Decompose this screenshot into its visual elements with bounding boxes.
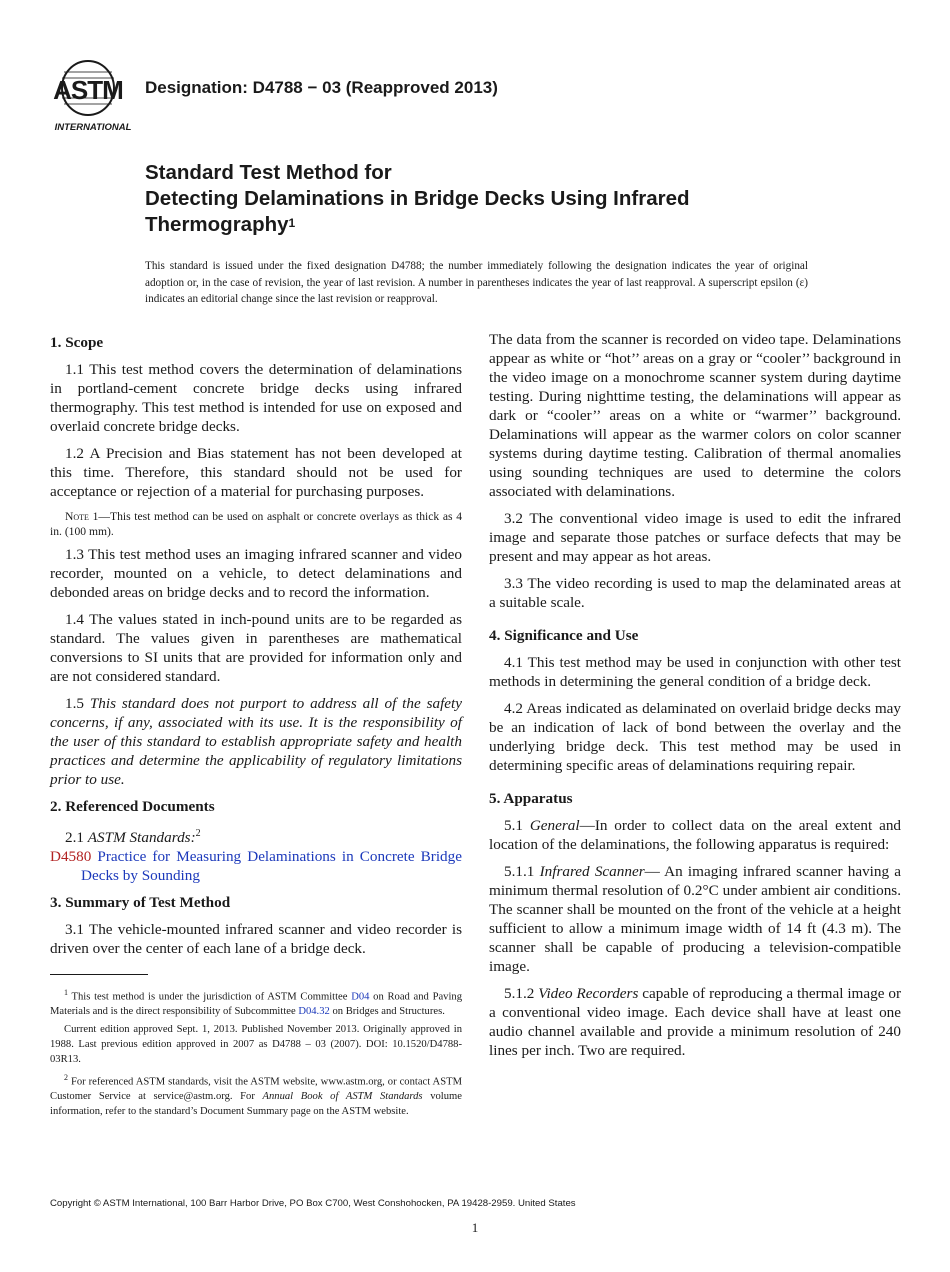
document-title — [145, 160, 845, 238]
paragraph-5-1-1: 5.1.1 Infrared Scanner— An imaging infrared scanner having a minimum thermal resolution of 0.2°C under ambient air conditions. The scanner shall be mounted on the front of the vehicle at a height sufficient to allow a minimum image width of 14 ft (4.3 m). The scanner shall be capable of producing a television-compatible image. — [489, 863, 902, 975]
page-number: 1 — [471, 1220, 479, 1235]
footnotes — [50, 986, 462, 1122]
reference-code[interactable]: D4580 — [50, 848, 92, 866]
svg-text:INTERNATIONAL: INTERNATIONAL — [54, 122, 132, 133]
paragraph-5-1: 5.1 General—In order to collect data on the areal extent and location of the delaminations, the following apparatus is required: — [489, 817, 902, 853]
copyright-notice: Copyright © ASTM International, 100 Barr Harbor Drive, PO Box C700, West Conshohocken, PA 19428-2959. United States — [50, 1198, 576, 1209]
section-heading-significance: 4. Significance and Use — [489, 627, 639, 644]
title-footnote-mark: 1 — [288, 216, 296, 230]
astm-logo — [50, 58, 136, 134]
paragraph-5-1-2: 5.1.2 Video Recorders capable of reproducing a thermal image or a conventional video image. Each device shall have at least one audio channel available and provide a minimum resolution of 240 lines per inch. Two are required. — [489, 985, 902, 1059]
title-line-2: Detecting Delaminations in Bridge Decks Using Infrared — [145, 187, 690, 210]
paragraph-4-2: 4.2 Areas indicated as delaminated on overlaid bridge decks may be an indication of lack of bond between the overlay and the underlying bridge deck. This test method may be used in determining specific areas of delaminations requiring repair. — [489, 700, 901, 774]
section-heading-scope: 1. Scope — [50, 334, 104, 351]
note-1: Note 1—This test method can be used on asphalt or concrete overlays as thick as 4 in. (100 mm). — [50, 510, 462, 538]
paragraph-1-2: 1.2 A Precision and Bias statement has not been developed at this time. Therefore, this standard should not be used for acceptance or rejection of a material for purchasing purposes. — [50, 445, 462, 500]
footnote-2: $^2$ For referenced ASTM standards, visit the ASTM website, www.astm.org, or contact ASTM Customer Service at service@astm.org. For Annual Book of ASTM Standards volume information, refer to the standard’s Document Summary page on the ASTM website. — [50, 1072, 462, 1117]
section-heading-summary: 3. Summary of Test Method — [50, 894, 231, 912]
title-line-1: Standard Test Method for — [145, 161, 392, 184]
committee-link[interactable]: D04 — [351, 991, 370, 1003]
paragraph-3-3: 3.3 The video recording is used to map the delaminated areas at a suitable scale. — [489, 575, 901, 611]
paragraph-3-1: 3.1 The vehicle-mounted infrared scanner and video recorder is driven over the center of each lane of a bridge deck. — [50, 921, 462, 958]
subcommittee-link[interactable]: D04.32 — [298, 1006, 330, 1018]
title-line-3: Thermography$^1$ — [145, 213, 296, 236]
svg-text:ASTM: ASTM — [53, 75, 123, 105]
reference-link-d4580[interactable] — [50, 847, 462, 885]
section-heading-referenced-documents: 2. Referenced Documents — [50, 798, 215, 815]
footnote-edition: Current edition approved Sept. 1, 2013. Published November 2013. Originally approved in 1988. Last previous edition approved in 2007 as D4788 – 03 (2007). DOI: 10.1520/D4788-03R13. — [50, 1024, 462, 1065]
paragraph-1-1: 1.1 This test method covers the determination of delaminations in portland-cement concrete bridge decks using infrared thermography. This test method is intended for use on exposed and overlaid concrete bridge decks. — [50, 361, 462, 435]
footnote-divider — [50, 974, 148, 975]
footnote-1: $^1$ This test method is under the jurisdiction of ASTM Committee D04 on Road and Paving Materials and is the direct responsibility of Subcommittee D04.32 on Bridges and Structures. — [50, 988, 462, 1018]
issue-note: This standard is issued under the fixed designation D4788; the number immediately following the designation indicates the year of original adoption or, in the case of revision, the year of last revision. A number in parentheses indicates the year of last reapproval. A superscript epsilon (ε) indicates an editorial change since the last revision or reapproval. — [145, 260, 808, 305]
right-column — [489, 330, 901, 1068]
section-heading-apparatus: 5. Apparatus — [489, 790, 573, 807]
paragraph-1-4: 1.4 The values stated in inch-pound units are to be regarded as standard. The values given in parentheses are mathematical conversions to SI units that are provided for information only and are not considered standard. — [50, 611, 462, 685]
paragraph-4-1: 4.1 This test method may be used in conjunction with other test methods in determining the general condition of a bridge deck. — [489, 654, 901, 690]
paragraph-2-1: 2.1 ASTM Standards:$^2$ — [65, 828, 201, 847]
paragraph-1-3: 1.3 This test method uses an imaging infrared scanner and video recorder, mounted on a vehicle, to detect delaminations and debonded areas on bridge decks and to record the information. — [50, 546, 462, 601]
left-column — [50, 330, 462, 966]
paragraph-1-5: 1.5 This standard does not purport to address all of the safety concerns, if any, associated with its use. It is the responsibility of the user of this standard to establish appropriate safety and health practices and determine the applicability of regulatory limitations prior to use. — [50, 695, 462, 788]
designation: Designation: D4788 − 03 (Reapproved 2013) — [145, 78, 498, 97]
paragraph-3-2: 3.2 The conventional video image is used to edit the infrared image and separate those patches or surface defects that may be present and may appear as hot areas. — [489, 510, 901, 565]
reference-title[interactable]: Practice for Measuring Delaminations in Concrete Bridge Decks by Sounding — [81, 848, 462, 885]
paragraph-3-1-continued: The data from the scanner is recorded on video tape. Delaminations appear as white or “hot’’ areas on a gray or “cooler’’ background in the video image on a monochrome scanner system during daytime testing. During nighttime testing, the delaminations will appear as dark or “cooler’’ areas on a white or “warmer’’ background. Delaminations will appear as the warmer colors on color scanner systems during daytime testing. Calibration of thermal anomalies using sounding techniques are used to determine the colors associated with delaminations. — [489, 331, 901, 500]
